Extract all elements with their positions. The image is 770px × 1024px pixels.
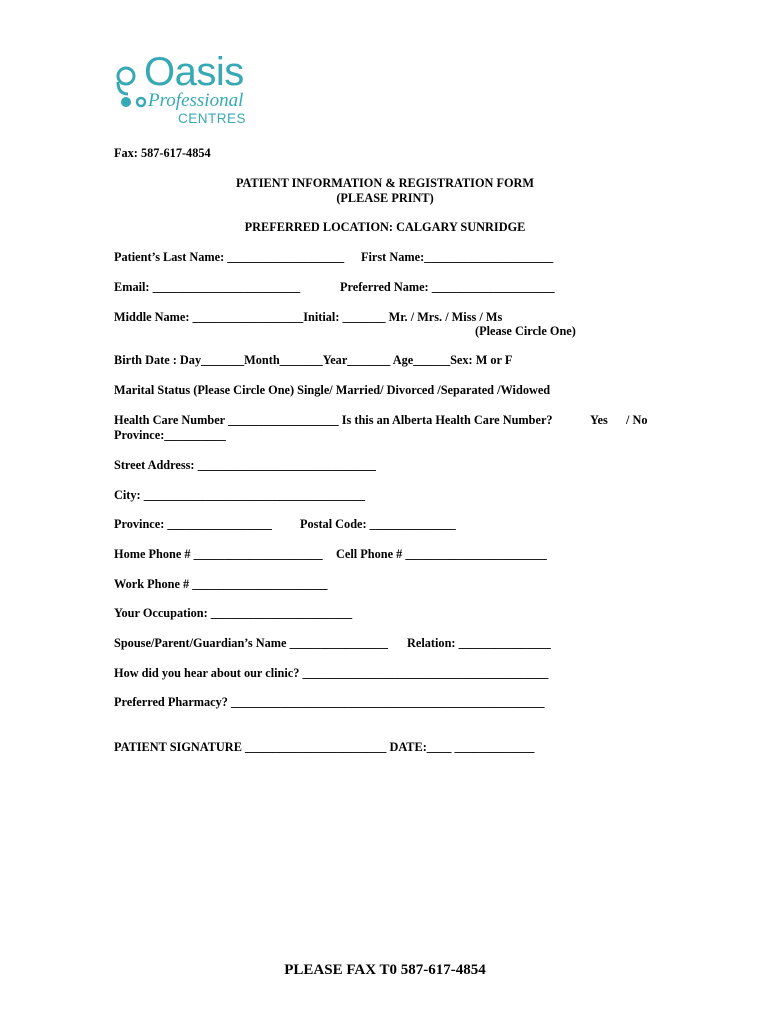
guardian-name-field[interactable]: Spouse/Parent/Guardian’s Name ________________ (114, 636, 388, 650)
signature-date-field[interactable]: PATIENT SIGNATURE _______________________ DATE:____ _____________ (114, 740, 535, 754)
referral-source-field[interactable]: How did you hear about our clinic? ________________________________________ (114, 666, 549, 680)
preferred-name-field[interactable]: Preferred Name: ____________________ (340, 280, 555, 294)
first-name-field[interactable]: First Name:_____________________ (361, 250, 554, 264)
street-address-field[interactable]: Street Address: _____________________________ (114, 458, 376, 472)
form-subtitle: (PLEASE PRINT) (336, 191, 434, 205)
no-option[interactable]: / No (626, 413, 648, 427)
home-phone-field[interactable]: Home Phone # _____________________ (114, 547, 323, 561)
oasis-logo (114, 50, 274, 130)
occupation-field[interactable]: Your Occupation: _______________________ (114, 606, 353, 620)
last-name-field[interactable]: Patient’s Last Name: ___________________ (114, 250, 345, 264)
city-field[interactable]: City: ____________________________________ (114, 488, 366, 502)
water-drops-icon (114, 60, 148, 110)
birth-date-field[interactable]: Birth Date : Day_______Month_______Year_______ Age______Sex: M or F (114, 353, 513, 367)
form-title: PATIENT INFORMATION & REGISTRATION FORM (235, 176, 535, 190)
preferred-pharmacy-field[interactable]: Preferred Pharmacy? ___________________________________________________ (114, 695, 545, 709)
preferred-location: PREFERRED LOCATION: CALGARY SUNRIDGE (244, 220, 526, 234)
logo-professional: Professional (148, 90, 244, 111)
marital-status-field[interactable]: Marital Status (Please Circle One) Single/ Married/ Divorced /Separated /Widowed (114, 383, 551, 397)
logo-centres: CENTRES (178, 111, 247, 126)
health-care-province-field[interactable]: Province:__________ (114, 428, 226, 442)
email-field[interactable]: Email: ________________________ (114, 280, 301, 294)
middle-name-field[interactable]: Middle Name: __________________Initial: _______ Mr. / Mrs. / Miss / Ms (114, 310, 503, 324)
postal-code-field[interactable]: Postal Code: ______________ (300, 517, 456, 531)
relation-field[interactable]: Relation: _______________ (407, 636, 551, 650)
work-phone-field[interactable]: Work Phone # ______________________ (114, 577, 328, 591)
province-field[interactable]: Province: _________________ (114, 517, 272, 531)
health-care-number-field[interactable]: Health Care Number __________________ Is this an Alberta Health Care Number? (114, 413, 553, 427)
fax-header: Fax: 587-617-4854 (114, 146, 211, 160)
circle-one-note: (Please Circle One) (475, 324, 576, 338)
fax-footer: PLEASE FAX T0 587-617-4854 (284, 962, 486, 978)
yes-option[interactable]: Yes (590, 413, 608, 427)
cell-phone-field[interactable]: Cell Phone # _______________________ (336, 547, 547, 561)
logo-wordmark: Oasis (144, 50, 244, 94)
